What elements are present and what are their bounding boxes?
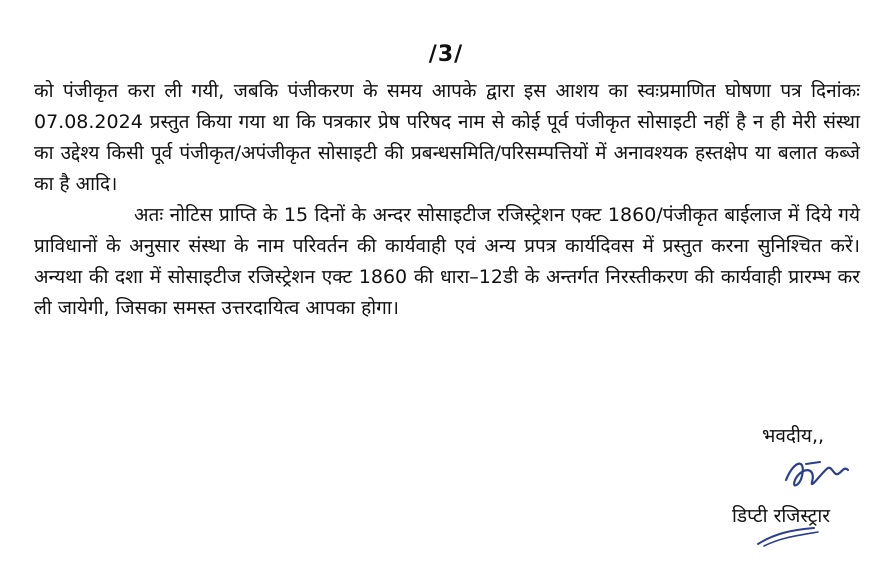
designation: डिप्टी रजिस्ट्रार: [732, 505, 831, 527]
paragraph-notice: अतः नोटिस प्राप्ति के 15 दिनों के अन्दर सोसाइटीज रजिस्ट्रेशन एक्ट 1860/पंजीकृत बाईलाज में दिये गये प्राविधानों के अनुसार संस्था के नाम परिवर्तन की कार्यवाही एवं अन्य प्रपत्र कार्यदिवस में प्रस्तुत करना सुनिश्चित करें। अन्यथा की दशा में सोसाइटीज रजिस्ट्रेशन एक्ट 1860 की धारा–12डी के अन्तर्गत निरस्तीकरण की कार्यवाही प्रारम्भ कर ली जायेगी, जिसका समस्त उत्तरदायित्व आपका होगा।: [34, 204, 860, 319]
signature-icon: [776, 450, 856, 496]
page-number: /3/: [428, 42, 464, 67]
paragraph-continuation: को पंजीकृत करा ली गयी, जबकि पंजीकरण के समय आपके द्वारा इस आशय का स्वःप्रमाणित घोषणा पत्र दिनांकः 07.08.2024 प्रस्तुत किया गया था कि पत्रकार प्रेष परिषद नाम से कोई पूर्व पंजीकृत सोसाइटी नहीं है न ही मेरी संस्था का उद्देश्य किसी पूर्व पंजीकृत/अपंजीकृत सोसाइटी की प्रबन्धसमिति/परिसम्पत्तियों में अनावश्यक हस्तक्षेप या बलात कब्जे का है आदि।: [34, 80, 860, 195]
letter-body: [34, 76, 860, 324]
closing-salutation: भवदीय,,: [762, 425, 825, 447]
ink-mark-icon: [754, 524, 824, 550]
